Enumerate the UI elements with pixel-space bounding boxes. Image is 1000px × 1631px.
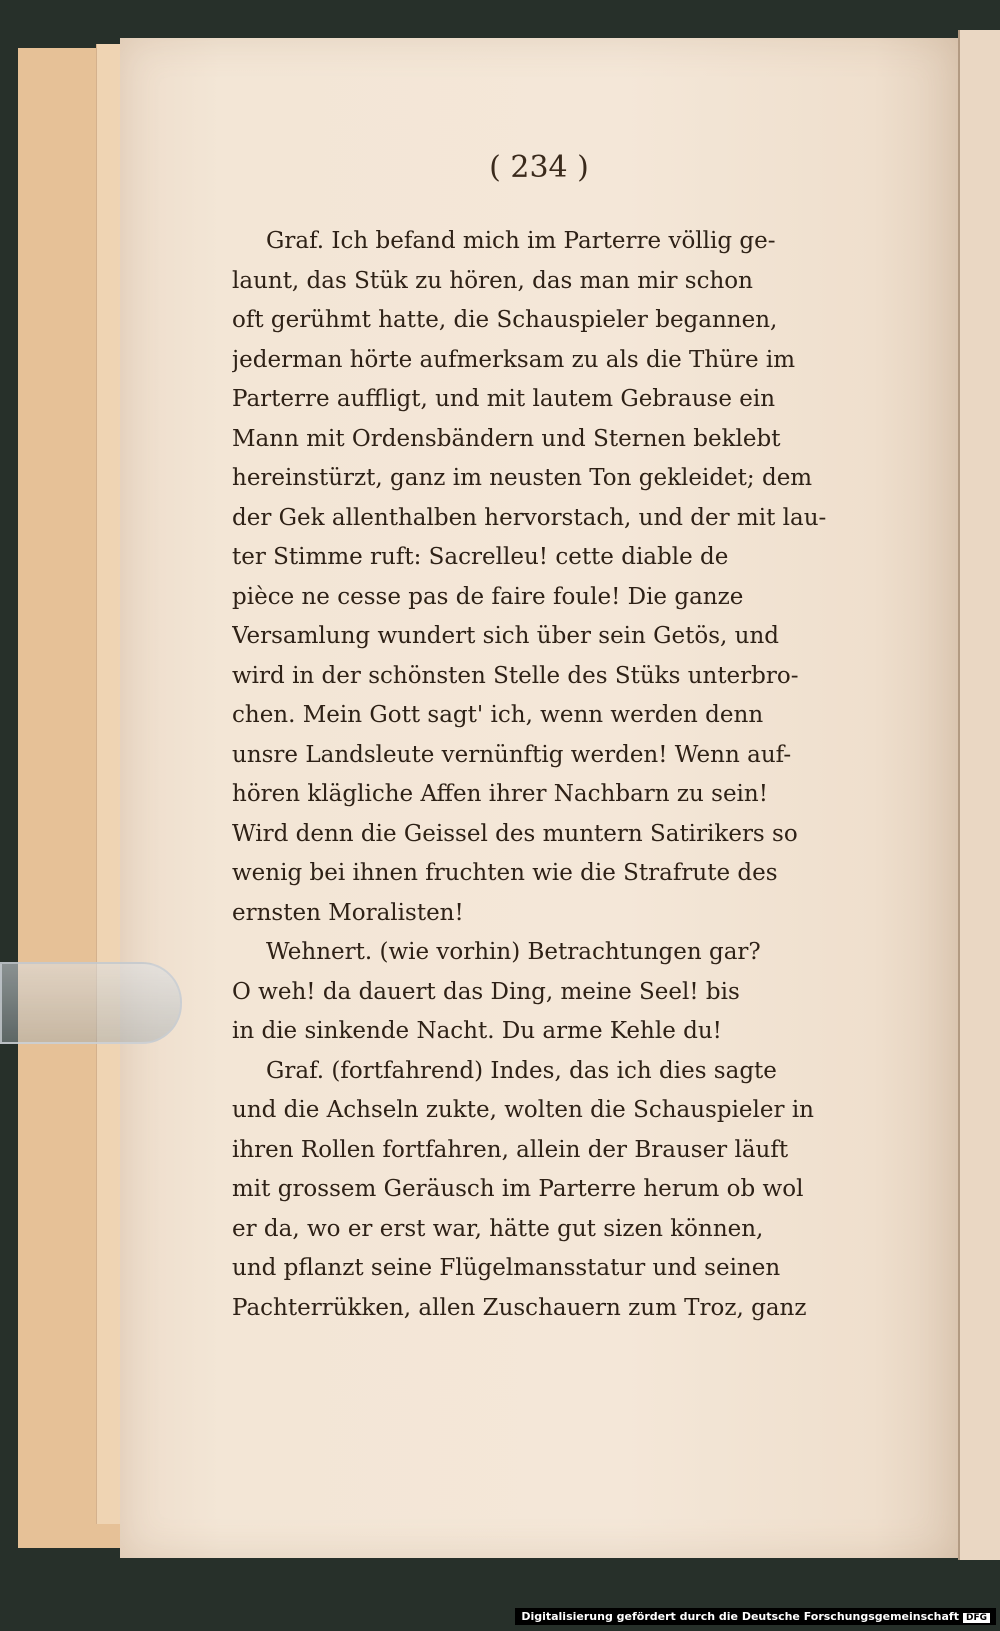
footer-credit [515, 1608, 996, 1625]
page-number: ( 234 ) [489, 150, 589, 185]
text-line: in die sinkende Nacht. Du arme Kehle du! [232, 1018, 722, 1044]
text-line: Wehnert. (wie vorhin) Betrachtungen gar? [266, 939, 761, 965]
text-line: O weh! da dauert das Ding, meine Seel! bis [232, 978, 740, 1005]
text-line: mit grossem Geräusch im Parterre herum ob wol [232, 1176, 804, 1202]
text-line: und die Achseln zukte, wolten die Schauspieler in [232, 1097, 814, 1123]
dfg-logo: DFG [963, 1613, 990, 1623]
text-line: der Gek allenthalben hervorstach, und der mit lau- [232, 504, 827, 531]
text-line: Mann mit Ordensbändern und Sternen beklebt [232, 425, 781, 452]
text-line: chen. Mein Gott sagt' ich, wenn werden denn [232, 702, 764, 728]
text-line: Versamlung wundert sich über sein Getös, und [232, 623, 780, 649]
next-page-edge [958, 30, 1000, 1560]
body-text [232, 222, 840, 1328]
text-line: jederman hörte aufmerksam zu als die Thüre im [232, 346, 796, 373]
text-line: launt, das Stük zu hören, das man mir schon [232, 267, 753, 294]
text-line: Graf. (fortfahrend) Indes, das ich dies sagte [266, 1057, 777, 1084]
text-line: ter Stimme ruft: Sacrelleu! cette diable de [232, 544, 729, 570]
text-line: Graf. Ich befand mich im Parterre völlig ge- [266, 228, 776, 254]
text-line: pièce ne cesse pas de faire foule! Die ganze [232, 583, 744, 610]
text-line: er da, wo er erst war, hätte gut sizen können, [232, 1215, 764, 1242]
text-line: Pachterrükken, allen Zuschauern zum Troz, ganz [232, 1294, 807, 1321]
text-line: wird in der schönsten Stelle des Stüks unterbro- [232, 662, 799, 689]
text-line: oft gerühmt hatte, die Schauspieler begannen, [232, 307, 778, 333]
text-line: hören klägliche Affen ihrer Nachbarn zu sein! [232, 781, 768, 807]
page-clip [0, 962, 182, 1044]
text-line: wenig bei ihnen fruchten wie die Strafrute des [232, 860, 778, 886]
text-line: und pflanzt seine Flügelmansstatur und seinen [232, 1255, 781, 1281]
text-line: Wird denn die Geissel des muntern Satirikers so [232, 820, 798, 847]
text-line: ihren Rollen fortfahren, allein der Brauser läuft [232, 1136, 789, 1163]
text-line: unsre Landsleute vernünftig werden! Wenn auf- [232, 741, 792, 768]
text-line: ernsten Moralisten! [232, 899, 464, 926]
text-line: Parterre auffligt, und mit lautem Gebrause ein [232, 386, 776, 412]
text-line: hereinstürzt, ganz im neusten Ton gekleidet; dem [232, 465, 813, 491]
footer-credit-text: Digitalisierung gefördert durch die Deutsche Forschungsgemeinschaft [521, 1610, 959, 1623]
